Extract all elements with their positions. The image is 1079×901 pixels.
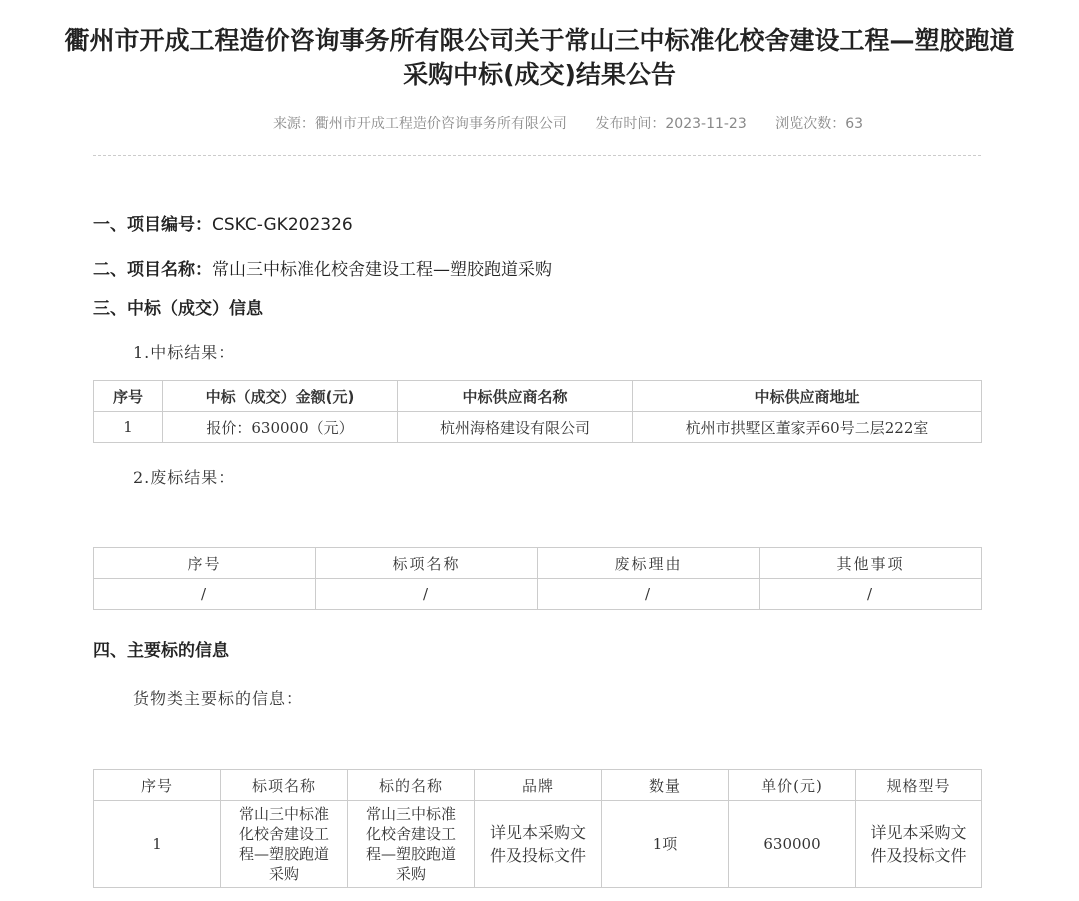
table-cell: 报价：630000（元）	[163, 412, 398, 443]
table-header: 废标理由	[538, 548, 760, 579]
table-cell: /	[760, 579, 982, 610]
table-header: 标项名称	[221, 770, 348, 801]
table-header: 标项名称	[316, 548, 538, 579]
table-header: 单价(元)	[729, 770, 856, 801]
table-header: 规格型号	[856, 770, 982, 801]
table-header: 中标供应商名称	[398, 381, 633, 412]
award-table	[93, 380, 982, 443]
project-number: CSKC-GK202326	[212, 215, 353, 235]
table-header: 其他事项	[760, 548, 982, 579]
table-cell: 常山三中标准化校舍建设工程—塑胶跑道采购	[221, 801, 348, 888]
void-table	[93, 547, 982, 610]
table-cell: 详见本采购文件及投标文件	[475, 801, 602, 888]
table-header: 品牌	[475, 770, 602, 801]
table-row	[94, 412, 982, 443]
project-name-heading: 二、项目名称：常山三中标准化校舍建设工程—塑胶跑道采购	[93, 260, 552, 280]
table-cell: 常山三中标准化校舍建设工程—塑胶跑道采购	[348, 801, 475, 888]
table-cell: /	[538, 579, 760, 610]
table-header: 中标（成交）金额(元)	[163, 381, 398, 412]
source-text: 来源：衢州市开成工程造价咨询事务所有限公司	[272, 116, 567, 132]
table-header: 中标供应商地址	[633, 381, 982, 412]
table-header-row	[94, 381, 982, 412]
table-cell: 1	[94, 412, 163, 443]
table-header: 标的名称	[348, 770, 475, 801]
table-cell: 杭州海格建设有限公司	[398, 412, 633, 443]
table-header: 数量	[602, 770, 729, 801]
table-cell: 1	[94, 801, 221, 888]
award-result-label: 1.中标结果：	[133, 343, 236, 362]
table-cell: 630000	[729, 801, 856, 888]
void-result-label: 2.废标结果：	[133, 468, 236, 487]
divider	[93, 155, 981, 156]
view-count: 浏览次数：63	[775, 116, 864, 132]
table-cell: 1项	[602, 801, 729, 888]
award-info-heading: 三、中标（成交）信息	[93, 299, 263, 319]
table-header: 序号	[94, 548, 316, 579]
table-row	[94, 579, 982, 610]
table-header-row	[94, 548, 982, 579]
page-title: 衢州市开成工程造价咨询事务所有限公司关于常山三中标准化校舍建设工程—塑胶跑道采购中标(成交)结果公告	[64, 26, 1015, 89]
table-cell: /	[94, 579, 316, 610]
main-items-heading: 四、主要标的信息	[93, 641, 229, 661]
article-meta	[60, 113, 1076, 133]
publish-time: 发布时间：2023-11-23	[595, 116, 747, 132]
table-header: 序号	[94, 770, 221, 801]
table-header-row	[94, 770, 982, 801]
table-cell: 详见本采购文件及投标文件	[856, 801, 982, 888]
table-header: 序号	[94, 381, 163, 412]
project-number-heading: 一、项目编号：CSKC-GK202326	[93, 215, 353, 235]
goods-info-label: 货物类主要标的信息：	[133, 689, 304, 708]
table-cell: /	[316, 579, 538, 610]
table-row	[94, 801, 982, 888]
goods-table	[93, 769, 982, 888]
project-name: 常山三中标准化校舍建设工程—塑胶跑道采购	[212, 260, 552, 280]
table-cell: 杭州市拱墅区董家弄60号二层222室	[633, 412, 982, 443]
